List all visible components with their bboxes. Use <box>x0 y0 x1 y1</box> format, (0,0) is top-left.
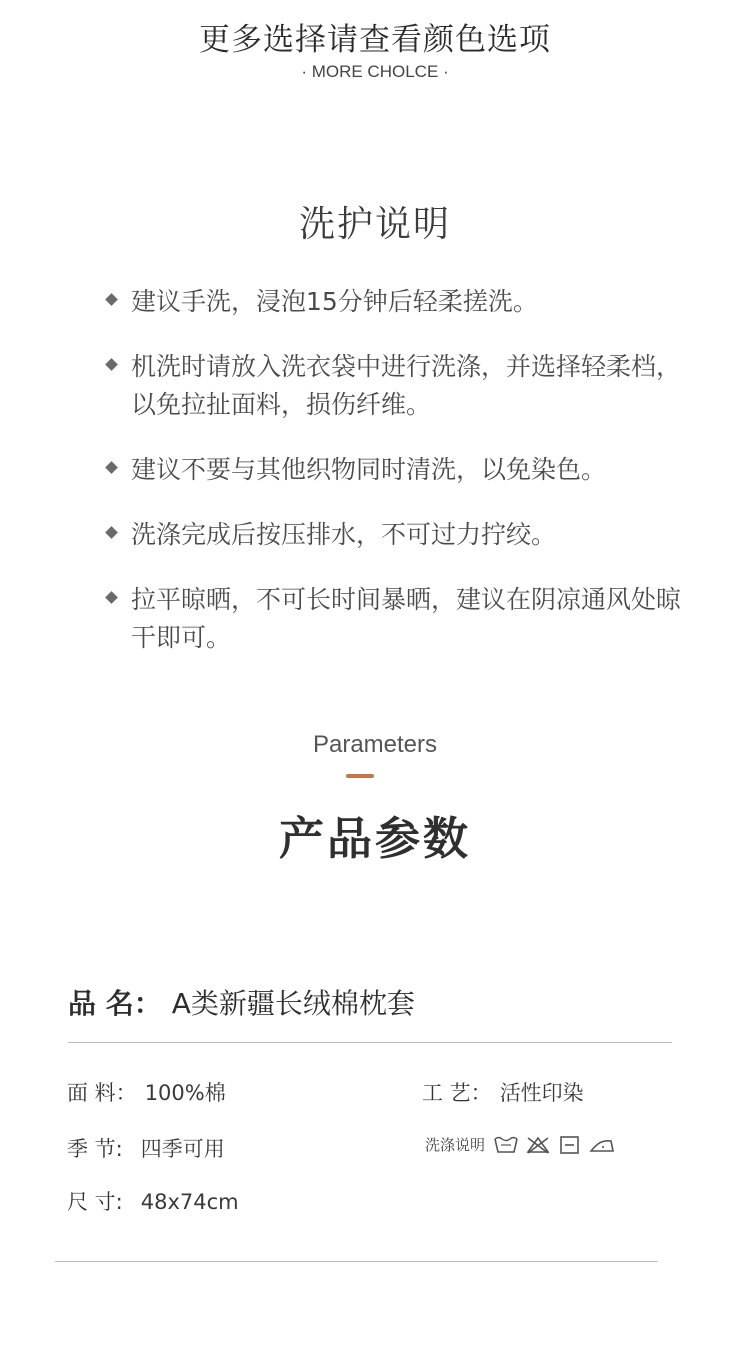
care-list <box>103 283 683 684</box>
care-item <box>103 581 683 657</box>
care-item-text: 机洗时请放入洗衣袋中进行洗涤，并选择轻柔档，以免拉扯面料，损伤纤维。 <box>131 352 682 419</box>
product-name-label: 品 名： <box>68 987 162 1020</box>
spec-craft <box>422 1077 584 1107</box>
care-item-text: 建议手洗，浸泡15分钟后轻柔搓洗。 <box>131 287 538 316</box>
no-bleach-icon <box>525 1135 551 1155</box>
wash-label: 洗涤说明 <box>425 1136 486 1154</box>
iron-icon <box>589 1135 615 1155</box>
spec-size-value: 48x74cm <box>140 1190 239 1214</box>
params-accent-bar <box>346 774 374 778</box>
params-title-cn: 产品参数 <box>278 812 471 865</box>
divider <box>68 1042 672 1043</box>
spec-season-value: 四季可用 <box>140 1137 225 1161</box>
product-name-row <box>68 982 415 1022</box>
wash-tub-icon <box>493 1135 519 1155</box>
divider <box>55 1261 658 1262</box>
spec-craft-label: 工 艺： <box>422 1081 492 1105</box>
more-subtitle: · MORE CHOLCE · <box>301 62 449 81</box>
spec-season-label: 季 节: <box>67 1137 123 1161</box>
care-item-text: 洗涤完成后按压排水，不可过力拧绞。 <box>131 520 557 549</box>
diamond-bullet-icon <box>105 526 118 539</box>
care-item <box>103 348 683 424</box>
diamond-bullet-icon <box>105 461 118 474</box>
care-item <box>103 516 683 554</box>
tumble-dry-icon <box>557 1135 583 1155</box>
more-title: 更多选择请查看颜色选项 <box>199 22 551 58</box>
spec-craft-value: 活性印染 <box>499 1081 584 1105</box>
spec-fabric-label: 面 料： <box>67 1081 137 1105</box>
care-item <box>103 283 683 321</box>
spec-size-label: 尺 寸: <box>67 1190 123 1214</box>
spec-size <box>67 1186 239 1216</box>
product-name-value: A类新疆长绒棉枕套 <box>171 987 415 1020</box>
spec-fabric-value: 100%棉 <box>144 1081 226 1105</box>
diamond-bullet-icon <box>105 358 118 371</box>
spec-season <box>67 1133 225 1163</box>
care-item <box>103 451 683 489</box>
care-item-text: 建议不要与其他织物同时清洗，以免染色。 <box>131 455 607 484</box>
wash-instructions <box>425 1134 621 1155</box>
care-item-text: 拉平晾晒，不可长时间暴晒，建议在阴凉通风处晾干即可。 <box>131 585 682 652</box>
spec-fabric <box>67 1077 226 1107</box>
care-title: 洗护说明 <box>298 204 451 245</box>
diamond-bullet-icon <box>105 591 118 604</box>
diamond-bullet-icon <box>105 293 118 306</box>
params-title-en: Parameters <box>312 731 438 758</box>
